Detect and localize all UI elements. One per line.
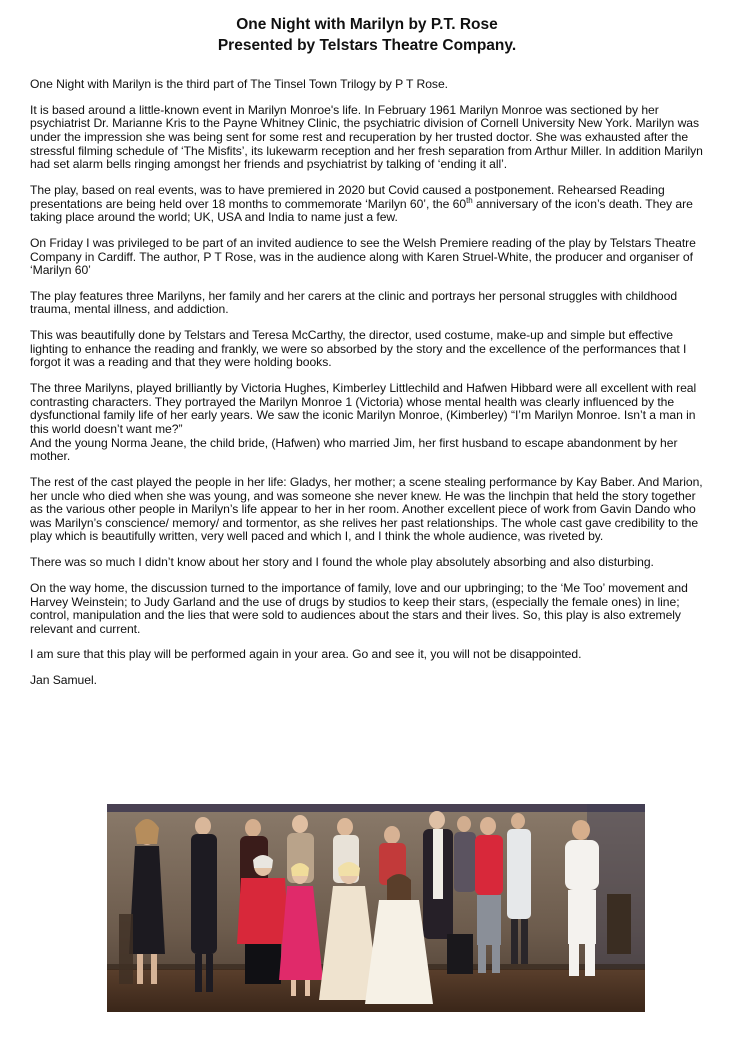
paragraph-direction: This was beautifully done by Telstars and Teresa McCarthy, the director, used costume, make-up and simple but effective lighting to enhance the reading and frankly, we were so absorbed by the story and the excellence of the performances that I forgot it was a reading and that they were holding books. [30,328,687,370]
paragraph-cast-marilyns: The three Marilyns, played brilliantly by Victoria Hughes, Kimberley Littlechild and Hafwen Hibbard were all excellent with real contrasting characters. They portrayed the Marilyn Monroe 1 (Victoria) whose mental health was clearly influenced by the dysfunctional family life of her early years. We saw the iconic Marilyn Monroe, (Kimberley) “I’m Marilyn Monroe. Isn’t a man in this world doesn’t want me?” And the young Norma Jeane, the child bride, (Hafwen) who married Jim, her first husband to escape abandonment by her mother. [30,381,697,464]
cast-member-dark-coat [447,934,473,974]
paragraph-discussion: On the way home, the discussion turned to the importance of family, love and our upbringing; to the ‘Me Too’ movement and Harvey Weinstein; to Judy Garland and the use of drugs by studios to keep their stars, (especially the female ones) in line; control, manipulation and the lies that were sold to audiences about the stars and their lives. So, this play is also extremely relevant and current. [30,580,688,636]
cast-member-back-6 [423,811,453,939]
paragraph-welsh-premiere: On Friday I was privileged to be part of an invited audience to see the Welsh Premiere reading of the play by Telstars Theatre Company in Cardiff. The author, P T Rose, was in the audience along with Karen Struel-White, the producer and organiser of ‘Marilyn 60’ [30,235,696,278]
cast-photo [107,804,645,1012]
title-line-1: One Night with Marilyn by P.T. Rose [236,16,498,33]
paragraph-premiere-postponed: The play, based on real events, was to have premiered in 2020 but Covid caused a postponement. Rehearsed Reading presentations are being held over 18 months to commemorate ‘Marilyn 60’, the 60th anniversary of the icon’s death. They are taking place around the world; UK, USA and India to name just a few. [30,182,693,225]
title-line-2: Presented by Telstars Theatre Company. [217,37,517,54]
paragraph-intro: One Night with Marilyn is the third part of The Tinsel Town Trilogy by P T Rose. [30,77,448,91]
article-body [30,78,706,700]
paragraph-rest-of-cast: The rest of the cast played the people in her life: Gladys, her mother; a scene stealing performance by Kay Baber. And Marion, her uncle who died when she was young, and was someone she never knew. He was the linchpin that held the story together as the various other people in Marilyn’s life appear to her in her room. Another excellent piece of work from Gavin Dando who was Marilyn’s conscience/ memory/ and tormentor, as she relives her past relationships. The whole cast gave credibility to the play which is beautifully written, very well paced and which I, and I think the whole audience, was riveted by. [30,474,703,544]
paragraph-three-marilyns: The play features three Marilyns, her family and her carers at the clinic and portrays her personal struggles with childhood trauma, mental illness, and addiction. [30,288,678,317]
paragraph-recommendation: I am sure that this play will be performed again in your area. Go and see it, you will not be disappointed. [30,647,582,662]
paragraph-background: It is based around a little-known event in Marilyn Monroe's life. In February 1961 Marilyn Monroe was sectioned by her psychiatrist Dr. Marianne Kris to the Payne Whitney Clinic, the psychiatric division of Cornell University New York. Marilyn was under the impression she was being sent for some rest and recuperation by her trusted doctor. She was exhausted after the stressful filming schedule of ‘The Misfits’, its lukewarm reception and her fresh separation from Arthur Miller. In addition Marilyn had set alarm bells ringing amongst her friends and psychiatrist by talking of ‘ending it all’. [30,102,703,172]
article-title [0,14,734,56]
author-signature: Jan Samuel. [30,673,97,688]
paragraph-absorbing: There was so much I didn’t know about her story and I found the whole play absolutely absorbing and also disturbing. [30,555,654,570]
